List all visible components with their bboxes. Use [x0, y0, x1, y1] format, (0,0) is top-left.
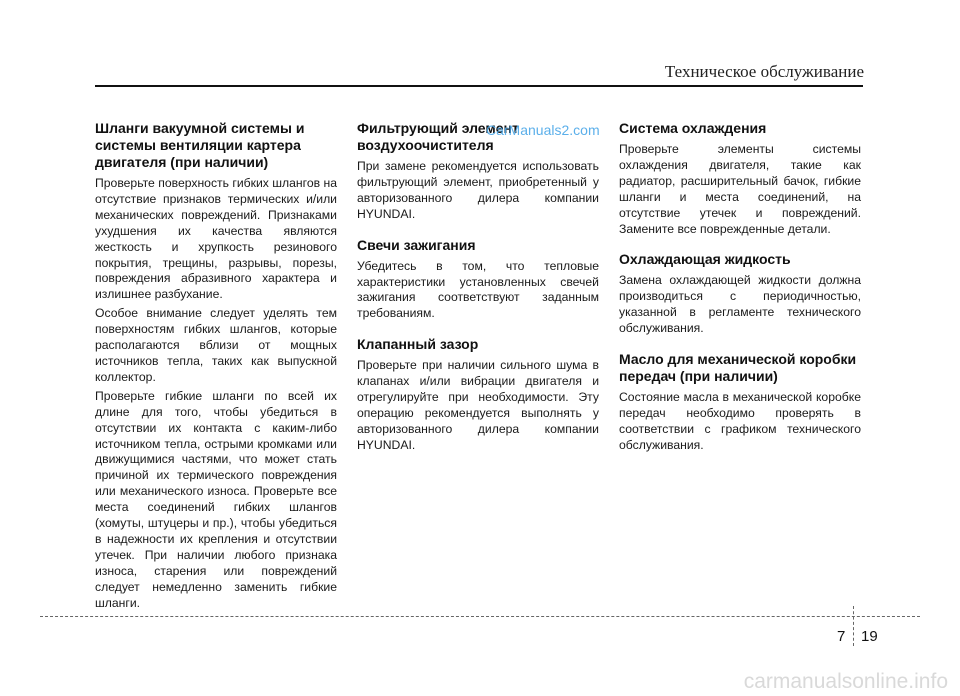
section-paragraph: Проверьте при наличии сильного шума в клапанах и/или вибрации двигателя и отрегулируйте при необходимости. Эту операцию рекомендуется выполнять у авторизованного дилера компании HYUNDAI. [357, 358, 599, 452]
section-heading: Шланги вакуумной системы и системы вентиляции картера двигателя (при наличии) [95, 120, 305, 170]
section-paragraph: Замена охлаждающей жидкости должна производиться с периодичностью, указанной в регламенте технического обслуживания. [619, 273, 861, 336]
section-paragraph: Состояние масла в механической коробке передач необходимо проверять в соответствии с графиком технического обслуживания. [619, 390, 861, 452]
section-vacuum-hoses [95, 120, 337, 611]
section-paragraph: При замене рекомендуется использовать фильтрующий элемент, приобретенный у авторизованного дилера компании HYUNDAI. [357, 159, 599, 221]
column-3 [619, 120, 861, 454]
section-paragraph: Особое внимание следует уделять тем поверхностям гибких шлангов, которые располагаются вблизи от мощных источников тепла, таких как выпускной коллектор. [95, 306, 337, 384]
section-paragraph: Проверьте элементы системы охлаждения двигателя, такие как радиатор, расширительный бачок, гибкие шланги и места соединений, на отсутствие утечек и повреждений. Замените все поврежденные детали. [619, 142, 861, 236]
section-heading: Свечи зажигания [357, 236, 476, 253]
section-paragraph: Убедитесь в том, что тепловые характеристики установленных свечей зажигания соответствуют заданным требованиям. [357, 258, 599, 321]
section-coolant [619, 251, 861, 337]
section-heading: Клапанный зазор [357, 336, 479, 353]
footer-rule [40, 616, 920, 617]
section-spark-plugs [357, 237, 599, 323]
column-2 [357, 120, 599, 454]
chapter-number: 7 [837, 628, 846, 645]
section-manual-transmission-oil [619, 351, 861, 454]
header-rule [95, 85, 863, 87]
watermark-link[interactable]: CarManuals2.com [486, 122, 600, 138]
column-1 [95, 120, 337, 611]
section-cooling-system [619, 120, 861, 237]
section-heading: Фильтрующий элемент воздухоочистителя [357, 120, 519, 153]
section-paragraph: Проверьте гибкие шланги по всей их длине для того, чтобы убедиться в отсутствии их контакта с каким-либо источником тепла, острыми кромками или движущимися частями, что может стать причиной их термического повреждения или механического износа. Проверьте все места соединений гибких шлангов (хомуты, штуцеры и пр.), чтобы убедиться в надежности их крепления и отсутствии утечек. При наличии любого признака износа, старения или повреждений следует немедленно заменить гибкие шланги. [95, 388, 337, 610]
page-header-title: Техническое обслуживание [664, 62, 864, 81]
footer-site-watermark[interactable]: carmanualsonline.info [743, 670, 948, 693]
page-number: 19 [861, 628, 878, 645]
section-paragraph: Проверьте поверхность гибких шлангов на отсутствие признаков термических и/или механических повреждений. Признаками ухудшения их качества являются жесткость и хрупкость резинового покрытия, трещины, разрывы, порезы, повреждения абразивного характера и излишнее разбухание. [95, 176, 337, 302]
section-valve-clearance [357, 336, 599, 453]
page-number-separator [853, 606, 854, 646]
section-heading: Охлаждающая жидкость [619, 251, 791, 268]
section-heading: Система охлаждения [619, 120, 767, 136]
section-heading: Масло для механической коробки передач (при наличии) [619, 351, 857, 385]
